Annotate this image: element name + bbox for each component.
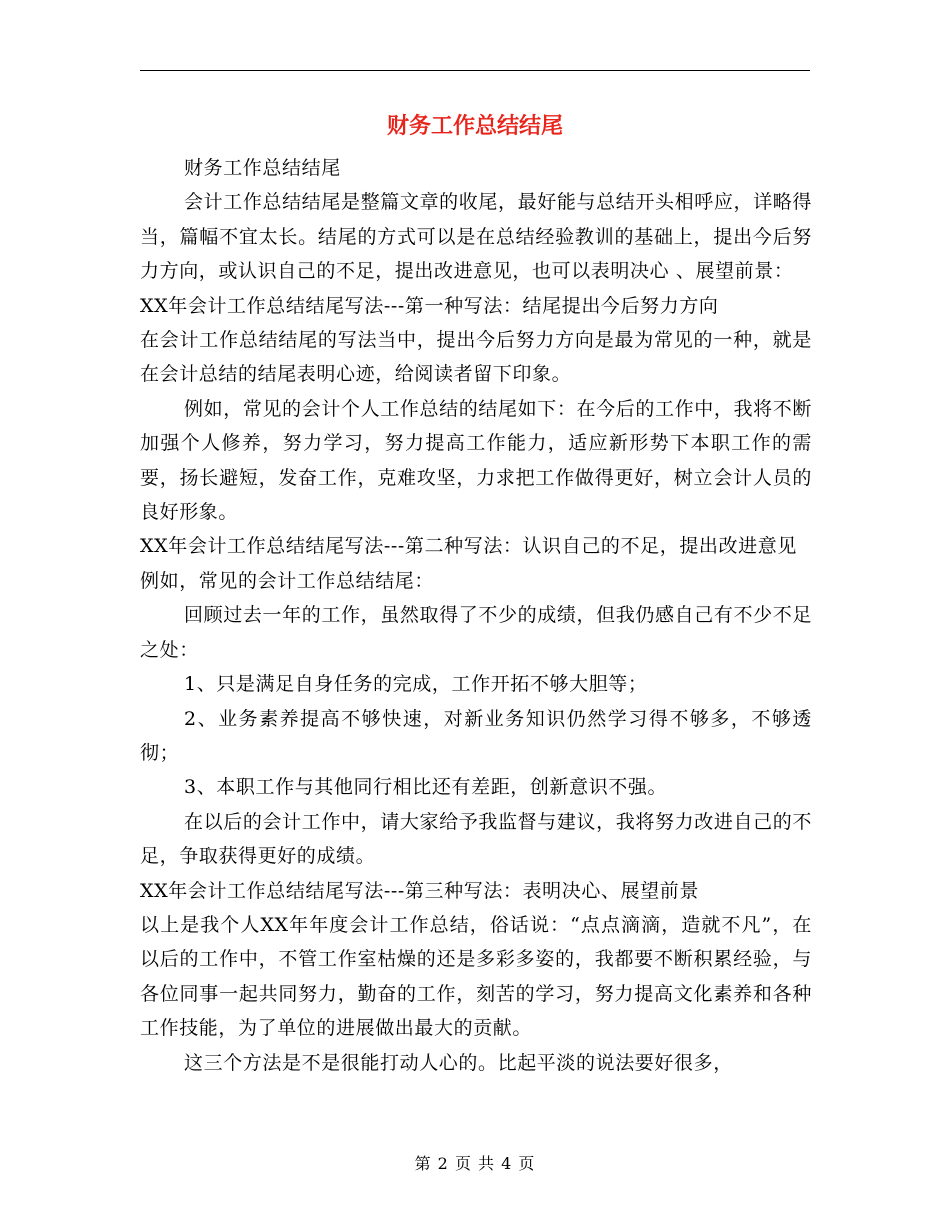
- heading-method-three: XX年会计工作总结结尾写法---第三种写法：表明决心、展望前景: [140, 879, 699, 902]
- list-item-1: 1、只是满足自身任务的完成，工作开拓不够大胆等；: [184, 673, 648, 696]
- paragraph-example-one: 例如，常见的会计个人工作总结的结尾如下：在今后的工作中，我将不断加强个人修养，努力学习，努力提高工作能力，适应新形势下本职工作的需要，扬长避短，发奋工作，克难攻坚，力求把工作做得更好，树立会计人员的良好形象。: [140, 397, 812, 524]
- paragraph-improve: 在以后的会计工作中，请大家给予我监督与建议，我将努力改进自己的不足，争取获得更好的成绩。: [140, 810, 812, 868]
- heading-method-one: XX年会计工作总结结尾写法---第一种写法：结尾提出今后努力方向: [140, 294, 719, 317]
- page-number: 第 2 页 共 4 页: [414, 1154, 536, 1173]
- paragraph-review: 回顾过去一年的工作，虽然取得了不少的成绩，但我仍感自己有不少不足之处：: [140, 604, 812, 661]
- list-item-3: 3、本职工作与其他同行相比还有差距，创新意识不强。: [184, 776, 668, 799]
- header-rule: [140, 70, 810, 71]
- document-title: 财务工作总结结尾: [386, 113, 563, 139]
- paragraph-closing: 这三个方法是不是很能打动人心的。比起平淡的说法要好很多，: [184, 1051, 733, 1074]
- paragraph-intro: 会计工作总结结尾是整篇文章的收尾，最好能与总结开头相呼应，详略得当，篇幅不宜太长。结尾的方式可以是在总结经验教训的基础上，提出今后努力方向，或认识自己的不足，提出改进意见，也可以表明决心 、展望前景：: [140, 191, 812, 283]
- paragraph-method-one: 在会计工作总结结尾的写法当中，提出今后努力方向是最为常见的一种，就是在会计总结的结尾表明心迹，给阅读者留下印象。: [140, 329, 812, 386]
- list-item-2: 2、业务素养提高不够快速，对新业务知识仍然学习得不够多，不够透彻；: [140, 707, 812, 764]
- paragraph-subtitle: 财务工作总结结尾: [184, 157, 341, 179]
- paragraph-example-three: 以上是我个人XX年年度会计工作总结，俗话说：“点点滴滴，造就不凡”，在以后的工作中，不管工作室枯燥的还是多彩多姿的，我都要不断积累经验，与各位同事一起共同努力，勤奋的工作，刻苦的学习，努力提高文化素养和各种工作技能，为了单位的进展做出最大的贡献。: [140, 913, 812, 1040]
- paragraph-example-two-intro: 例如，常见的会计工作总结结尾：: [140, 569, 435, 592]
- heading-method-two: XX年会计工作总结结尾写法---第二种写法：认识自己的不足，提出改进意见: [140, 535, 797, 558]
- document-body: [140, 151, 812, 1080]
